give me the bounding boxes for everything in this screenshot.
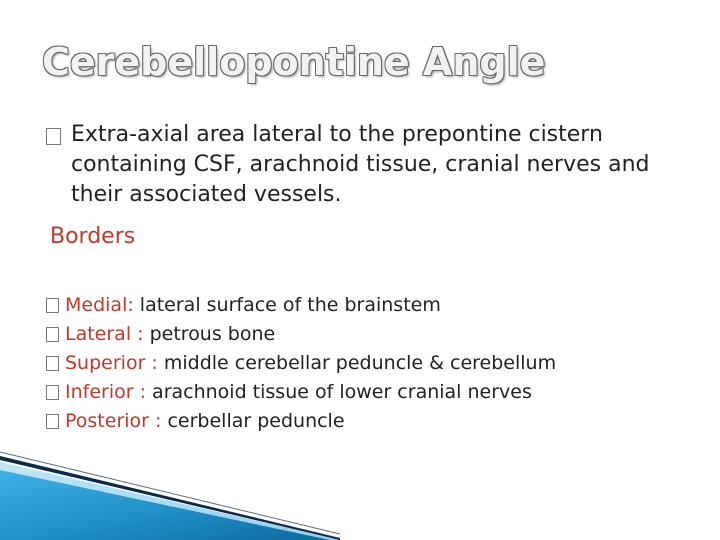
borders-heading: Borders bbox=[50, 224, 136, 249]
border-item-medial bbox=[46, 291, 556, 320]
border-description: cerbellar peduncle bbox=[167, 410, 345, 432]
border-separator: : bbox=[133, 381, 153, 403]
border-term: Medial: bbox=[65, 294, 134, 316]
intro-row bbox=[46, 120, 686, 210]
border-term: Superior bbox=[65, 352, 146, 374]
border-item-posterior bbox=[46, 407, 556, 436]
border-description: petrous bone bbox=[149, 323, 276, 345]
checkbox-bullet-icon bbox=[46, 385, 59, 400]
border-item-lateral bbox=[46, 320, 556, 349]
corner-decoration bbox=[0, 440, 340, 540]
checkbox-bullet-icon bbox=[46, 414, 59, 429]
slide-title: Cerebellopontine Angle bbox=[42, 40, 546, 84]
checkbox-bullet-icon bbox=[46, 327, 59, 342]
border-item-inferior bbox=[46, 378, 556, 407]
intro-text: Extra-axial area lateral to the prepontine cistern containing CSF, arachnoid tissue, cranial nerves and their associated vessels. bbox=[71, 122, 650, 207]
border-description: lateral surface of the brainstem bbox=[139, 294, 441, 316]
intro-bullet bbox=[46, 120, 686, 210]
border-description: arachnoid tissue of lower cranial nerves bbox=[152, 381, 532, 403]
border-term: Lateral bbox=[65, 323, 132, 345]
checkbox-bullet-icon bbox=[46, 298, 59, 313]
checkbox-bullet-icon bbox=[46, 128, 61, 145]
border-description: middle cerebellar peduncle & cerebellum bbox=[163, 352, 557, 374]
border-separator: : bbox=[131, 323, 150, 345]
border-item-superior bbox=[46, 349, 556, 378]
border-separator: : bbox=[148, 410, 168, 432]
borders-list bbox=[46, 291, 556, 436]
border-term: Posterior bbox=[65, 410, 149, 432]
checkbox-bullet-icon bbox=[46, 356, 59, 371]
border-term: Inferior bbox=[65, 381, 134, 403]
border-separator: : bbox=[145, 352, 164, 374]
corner-blue-wedge bbox=[0, 470, 330, 540]
